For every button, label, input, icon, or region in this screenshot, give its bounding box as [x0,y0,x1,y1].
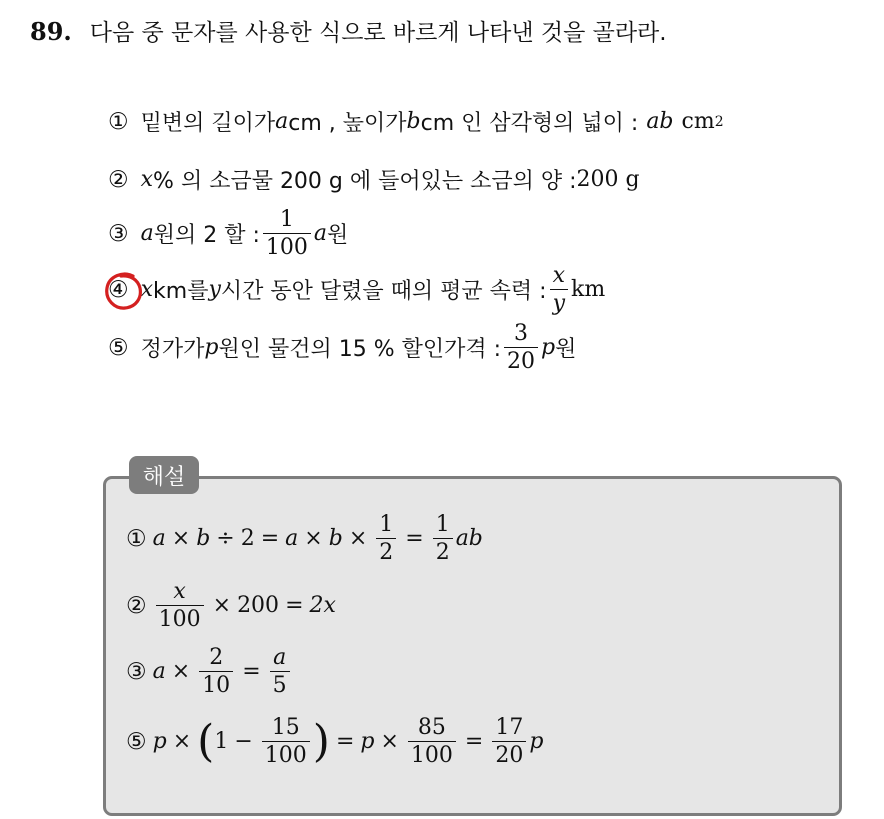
fraction: $\frac{x}{y}$ [550,264,568,315]
answer-circle-icon [103,270,145,312]
solution-line-1: ① a × b ÷ 2 = a × b × $\frac{1}{2}$ = $\frac{1}{2}$ ab [126,512,483,566]
fraction: $\frac{3}{20}$ [504,322,538,373]
fraction: $\frac{1}{100}$ [263,208,311,259]
option-marker: ① [108,108,129,135]
option-marker: ② [108,166,129,193]
fraction: $\frac{a}{5}$ [270,646,290,697]
option-marker: ④ [108,276,129,303]
fraction: $\frac{1}{2}$ [376,513,396,564]
fraction: $\frac{x}{100}$ [156,580,204,631]
question-text: 다음 중 문자를 사용한 식으로 바르게 나타낸 것을 골라라. [89,20,667,46]
fraction: $\frac{15}{100}$ [262,716,310,767]
fraction: $\frac{2}{10}$ [199,646,233,697]
option-1[interactable]: ① 밑변의 길이가 a cm , 높이가 b cm 인 삼각형의 넓이 : ab cm 2 [108,108,724,136]
option-3[interactable]: ③ a 원의 2 할 : $\frac{1}{100}$ a 원 [108,207,349,261]
option-marker: ⑤ [108,334,129,361]
option-5[interactable]: ⑤ 정가가 p 원인 물건의 15 % 할인가격 : $\frac{3}{20}$ p 원 [108,321,577,375]
question-number: 89. [30,17,72,46]
solution-label: 해설 [129,456,199,494]
fraction: $\frac{17}{20}$ [492,716,526,767]
option-2[interactable]: ② x % 의 소금물 200 g 에 들어있는 소금의 양 : 200 g [108,166,640,194]
option-4[interactable]: ④ x km를 y 시간 동안 달렸을 때의 평균 속력 : $\frac{x}{y}$ km [108,263,606,317]
fraction: $\frac{1}{2}$ [433,513,453,564]
option-marker: ③ [108,220,129,247]
solution-line-2: ② $\frac{x}{100}$ × 200 = 2x [126,579,336,633]
question-line [30,14,667,47]
solution-line-5: ⑤ p × ( 1 − $\frac{15}{100}$ ) = p × $\frac{85}{100}$ = $\frac{17}{20}$ p [126,715,544,769]
solution-line-3: ③ a × $\frac{2}{10}$ = $\frac{a}{5}$ [126,646,293,697]
fraction: $\frac{85}{100}$ [408,716,456,767]
